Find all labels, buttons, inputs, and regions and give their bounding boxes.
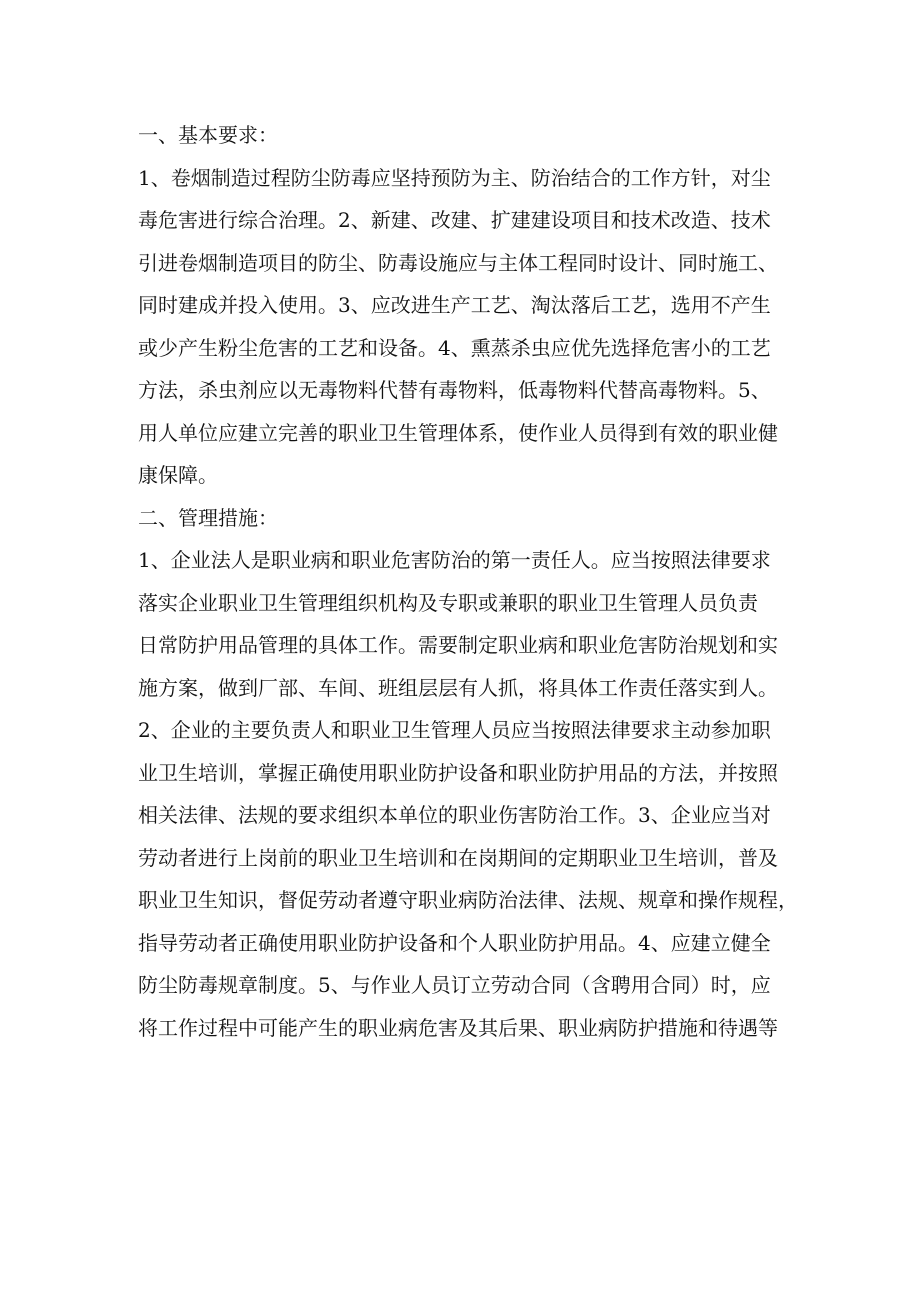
- paragraph-line: 2、企业的主要负责人和职业卫生管理人员应当按照法律要求主动参加职: [138, 718, 771, 742]
- paragraph-line: 指导劳动者正确使用职业防护设备和个人职业防护用品。4、应建立健全: [138, 930, 771, 955]
- paragraph-line: 1、卷烟制造过程防尘防毒应坚持预防为主、防治结合的工作方针，对尘: [138, 165, 771, 190]
- paragraph-line: 落实企业职业卫生管理组织机构及专职或兼职的职业卫生管理人员负责: [138, 590, 758, 615]
- paragraph-line: 康保障。: [138, 463, 218, 487]
- paragraph-line: 毒危害进行综合治理。2、新建、改建、扩建建设项目和技术改造、技术: [138, 208, 771, 232]
- section-heading-management-measures: 二、管理措施：: [138, 505, 278, 530]
- document-body: [138, 114, 798, 1049]
- paragraph-line: 用人单位应建立完善的职业卫生管理体系，使作业人员得到有效的职业健: [138, 420, 778, 445]
- paragraph-line: 或少产生粉尘危害的工艺和设备。4、熏蒸杀虫应优先选择危害小的工艺: [138, 335, 771, 360]
- paragraph-line: 日常防护用品管理的具体工作。需要制定职业病和职业危害防治规划和实: [138, 633, 778, 657]
- paragraph-line: 1、企业法人是职业病和职业危害防治的第一责任人。应当按照法律要求: [138, 548, 771, 572]
- paragraph-line: 职业卫生知识，督促劳动者遵守职业病防治法律、法规、规章和操作规程，: [138, 888, 798, 912]
- paragraph-line: 施方案，做到厂部、车间、班组层层有人抓，将具体工作责任落实到人。: [138, 675, 778, 700]
- paragraph-line: 方法，杀虫剂应以无毒物料代替有毒物料，低毒物料代替高毒物料。5、: [138, 378, 771, 402]
- paragraph-line: 引进卷烟制造项目的防尘、防毒设施应与主体工程同时设计、同时施工、: [138, 250, 778, 275]
- paragraph-line: 相关法律、法规的要求组织本单位的职业伤害防治工作。3、企业应当对: [138, 803, 771, 827]
- paragraph-line: 防尘防毒规章制度。5、与作业人员订立劳动合同（含聘用合同）时，应: [138, 973, 771, 997]
- paragraph-line: 业卫生培训，掌握正确使用职业防护设备和职业防护用品的方法，并按照: [138, 760, 778, 785]
- paragraph-line: 将工作过程中可能产生的职业病危害及其后果、职业病防护措施和待遇等: [138, 1015, 778, 1040]
- paragraph-line: 同时建成并投入使用。3、应改进生产工艺、淘汰落后工艺，选用不产生: [138, 293, 771, 317]
- section-heading-basic-requirements: 一、基本要求：: [138, 123, 278, 147]
- paragraph-line: 劳动者进行上岗前的职业卫生培训和在岗期间的定期职业卫生培训，普及: [138, 845, 778, 870]
